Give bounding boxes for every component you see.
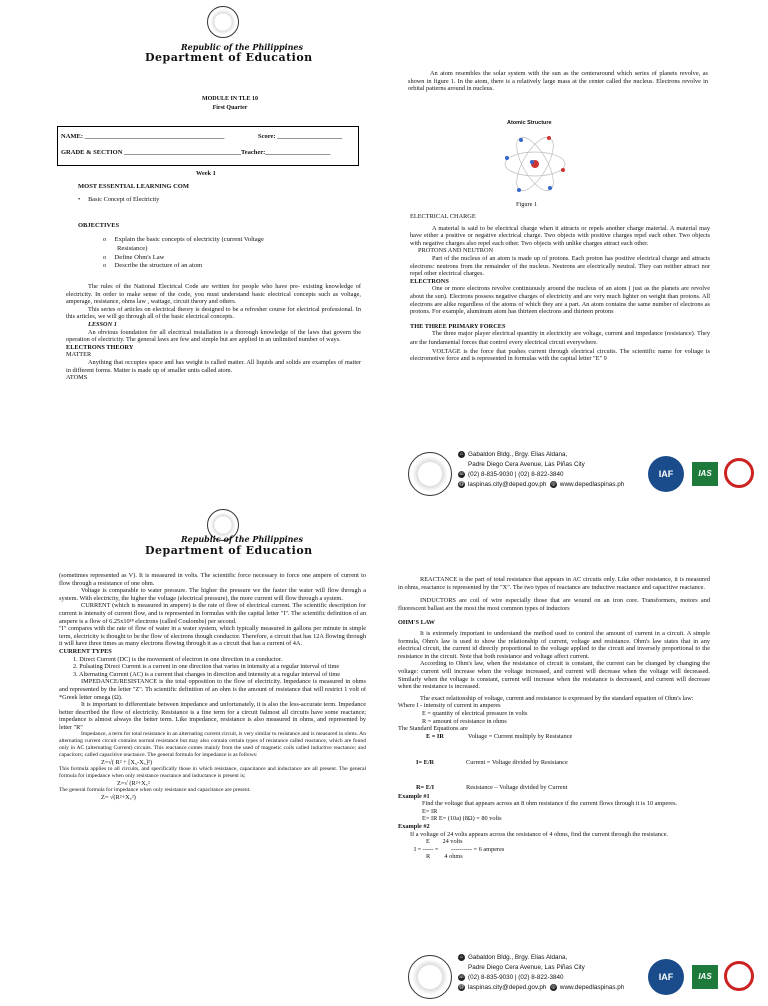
- footer-web-link[interactable]: www.depedlaspinas.ph: [559, 984, 625, 991]
- footer-address-1: [458, 953, 624, 963]
- location-icon: ⌂: [459, 450, 464, 457]
- voltage-cont-paragraph: (sometimes represented as V). It is measured in volts. The scientific force necessary to force one ampere of current to flow through a resistance of one ohm.: [59, 572, 366, 587]
- ias-logo-icon: IAS: [692, 965, 718, 989]
- example-1-step: E= IR: [422, 807, 438, 815]
- module-title: MODULE IN TLE 10: [201, 96, 259, 102]
- electrons-title: ELECTRONS: [410, 277, 449, 285]
- forces-title: THE THREE PRIMARY FORCES: [410, 322, 506, 330]
- current-type-item: 1. Direct Current (DC) is the movement of electron in one direction in a conductor.: [73, 655, 283, 663]
- e-definition: E = quantity of electrical pressure in volts: [422, 709, 528, 717]
- division-seal-icon: [408, 452, 452, 496]
- email-icon: @: [458, 480, 465, 487]
- voltage-paragraph: VOLTAGE is the force that pushes current through electrical circuits. The scientific name for voltage is electromotive force and is represented in formulas with the capital letter "E" 9: [410, 347, 710, 363]
- objective-item: o Describe the structure of an atom: [103, 262, 203, 270]
- iaf-logo-icon: IAF: [648, 456, 684, 492]
- atom-paragraph: An atom resembles the solar system with the sun as the centeraround which series of planets revolve, as shown in figure 1. In the atom, there is a relatively large mass at the center called the nucleus. Electrons revolve in orbital patterns around in nucleus.: [408, 70, 708, 93]
- figure-caption: Figure 1: [516, 201, 538, 208]
- intro-paragraph: This series of articles on electrical theory is designed to be a refresher course for electrical professional. In this articles, we will go through all of the basic electrical concepts.: [66, 305, 361, 321]
- current-types-title: CURRENT TYPES: [59, 647, 112, 655]
- footer-text: Gabaldon Bldg., Brgy. Elias Aldana,: [468, 451, 568, 458]
- name-field[interactable]: NAME: ___________________________________________: [61, 133, 225, 140]
- footer-text: (02) 8-835-9030 | (02) 8-822-3840: [468, 974, 564, 981]
- republic-header: Republic of the Philippines: [181, 534, 304, 544]
- globe-icon: ◎: [551, 480, 556, 487]
- matter-label: MATTER: [66, 351, 92, 359]
- equation-3: R= E/I: [416, 783, 435, 791]
- voltage-water-paragraph: Voltage is comparable to water pressure. The higher the pressure we the faster the water will flow through a system. With electricity, the higher the voltage (electrical pressure), the more current will flow through a system.: [59, 587, 366, 602]
- impedance-paragraph: IMPEDANCE/RESISTANCE is the total opposition to the flow of electricity. Impedance is measured in ohms and represented by the letter "Z". Th scientific definition of an ohm is the amount of resistance that will restrict 1 volt of *Greek letter omega (Ω).: [59, 678, 366, 701]
- inductors-paragraph: INDUCTORS are coil of wire especially those that are wound on an iron core. Transformers, motors and fluorescent ballast are the most the most common types of inductors: [398, 597, 710, 612]
- footer-address-1: [458, 450, 624, 460]
- intro-column: [66, 283, 361, 382]
- equation-2-desc: Current = Voltage divided by Resistance: [466, 758, 568, 766]
- electrons-paragraph: One or more electrons revolve continuously around the nucleus of an atom ( just as the planets are revolve about the sun). Electrons possess negative charges of electricity and are very much lighter on weight than protons. All electrons are alike regardless of the atoms of which they are a part. An atom contains the same number of electrons as protons. For example, aluminum atom has thirteen electrons and thirteen protons: [410, 285, 710, 316]
- charge-paragraph: A material is said to be electrical charge when it attracts or repels another charge material. A material may have either a positive or negative electrical charge. Two objects with positive charges repel each other. Two objects with negative charges also repel each other. Two objects with unlike charges attract each other.: [410, 224, 710, 247]
- objective-text: Describe the structure of an atom: [114, 262, 203, 270]
- current-types-list: [59, 656, 366, 679]
- module-page-2: [0, 503, 768, 1006]
- ohms-law-title: OHM'S LAW: [398, 619, 435, 627]
- current-type-item: 2. Pulsating Direct Current is a current in one direction that varies in intensity at a regular interval of time: [73, 663, 340, 671]
- example-2-line-2: I = ----- = ---------- = 6 amperes: [414, 845, 505, 853]
- certification-logo-icon: [724, 961, 754, 991]
- protons-paragraph: Part of the nucleus of an atom is made up of protons. Each proton has positive electrical charge and attracts electrons: neutrons from the remainder of the nucleus. Neutrons are electrically neutral. They can neither attract nor repel other electrical charges.: [410, 254, 710, 278]
- reactance-paragraph: REACTANCE is the part of total resistance that appears in AC circuits only. Like other resistance, it is measured in ohms, reactance is represented by the "X". The two types of reactance are inductive reactance and capacitive reactance.: [398, 576, 710, 591]
- equation-2: I= E/R: [416, 758, 435, 766]
- objective-item: o Define Ohm's Law: [103, 253, 165, 261]
- formula-paragraph: This formula applies to all circuits, and specifically those in which resistance, capacitance and inductance are all present. The general formula for impedance when only resistance reactance and inductance is present is;: [59, 766, 366, 780]
- department-header: Department of Education: [145, 544, 313, 557]
- impedance-ac-paragraph: Impedance, a term for total resistance in an alternating current circuit, is very similar to resistance and is measured in ohms. An alternating current circuit contains normal resistance but may also contain certain types of resistance called reactance, which are found only in AC (alternating Current) circuits. This reactance comes mainly from the used of magnetic coils called inductive reactance; and capacitors; called capacitive reactance. The general formula for impedance is as follows:: [59, 731, 366, 758]
- formula-1: Z=√( R² + [X꜀-X꜀]²): [101, 758, 153, 766]
- ohms-law-paragraph: According to Ohm's law, when the resistance of circuit is constant, the current can be changed by changing the voltage: current will increase when the voltage increased, and current will decrease when the voltage will decreased. Similarly when the voltage is constant, current will increase when the resistance is decreased, and current will decrease when the resistance is increased.: [398, 660, 710, 691]
- equation-3-desc: Resistance – Voltage divided by Current: [466, 783, 568, 791]
- example-1-title: Example #1: [398, 792, 430, 800]
- example-2-line-1: E 24 volts: [426, 838, 463, 846]
- atom-intro: [408, 70, 708, 93]
- example-2-title: Example #2: [398, 823, 430, 831]
- melc-title: MOST ESSENTIAL LEARNING COM: [78, 183, 189, 190]
- figure-title: Atomic Structure: [507, 120, 552, 126]
- standard-equations-title: The Standard Equations are: [398, 725, 468, 733]
- page2-right-column: [398, 576, 710, 861]
- current-paragraph: CURRENT (which is measured in ampere) is the rate of flow of electrical current. The scientific description for current is intensity of current flow, and is represented in formulas with the capital letter "I". The scientific definition of an ampere is a flow of 6.25x10¹⁸ electrons (called Coulombs) per second.: [59, 602, 366, 625]
- footer-contacts: [458, 983, 624, 993]
- current-type-item: 3. Alternating Current (AC) is a current that changes in direction and intensity at a regular interval of time: [73, 670, 341, 678]
- footer-phone: [458, 973, 624, 983]
- department-header: Department of Education: [145, 51, 313, 64]
- footer-phone: [458, 470, 624, 480]
- globe-icon: ◎: [551, 983, 556, 990]
- electrons-theory-title: ELECTRONS THEORY: [66, 343, 134, 351]
- objectives-title: OBJECTIVES: [78, 222, 120, 229]
- footer-text: Gabaldon Bldg., Brgy. Elias Aldana,: [468, 954, 568, 961]
- intro-paragraph: The rules of the National Electrical Code are written for people who have pre- existing knowledge of electricity. In order to make sense of the code, you must understand basic electrical concepts such as voltage, amperage, resistance, ohms law , wattage, circuit theory and others.: [66, 283, 361, 306]
- protons-title: PROTONS AND NEUTRON: [418, 247, 494, 255]
- r-definition: R = amount of resistance in ohms: [422, 717, 507, 725]
- formula-3: Z= √(R²+X꜀²): [101, 794, 136, 802]
- footer-email-link[interactable]: laspinas.city@deped.gov.ph: [468, 481, 547, 488]
- footer-text: (02) 8-835-9030 | (02) 8-822-3840: [468, 471, 564, 478]
- ohms-law-paragraph: It is extremely important to understand the method used to control the amount of current in a circuit. A simple formula, Ohm's law is used to show the relationship of current, voltage and resistance. Ohm's law states that in any electrical circuit, the current id directly proportional to the voltage applied to the circuit and inversely proportional to the resistance in the circuit. Note that both resistance and voltage affect current.: [398, 629, 710, 660]
- footer-web-link[interactable]: www.depedlaspinas.ph: [559, 481, 625, 488]
- footer: [408, 448, 758, 498]
- phone-icon: ☏: [458, 973, 465, 980]
- current-water-paragraph: "I" compares with the rate of flow of water in a water system, which typically measured in gallons per minute in simple term, electricity is thought to be the flow of electrons though conductor. Therefore, a circuit that has 12A flowing through it will have three times as many electrons flowing through it as a circuit that has a current of 4A.: [59, 625, 366, 648]
- example-2-line-3: R 4 ohms: [426, 853, 463, 861]
- matter-paragraph: Anything that occupies space and has weight is called matter. All liquids and solids are examples of matter in different forms. Matter is made up of smaller units called atom.: [66, 358, 361, 374]
- ias-logo-icon: IAS: [692, 462, 718, 486]
- objective-item: o Explain the basic concepts of electricity (current Voltage: [103, 236, 264, 243]
- footer-address-2: Padre Diego Cera Avenue, Las Piñas City: [468, 964, 585, 971]
- equation-1: E = IR: [426, 732, 444, 740]
- example-1-answer: E= IR E= (10a) (8Ω) = 80 volts: [422, 815, 502, 823]
- score-field[interactable]: Score: ____________________: [258, 133, 343, 140]
- republic-header: Republic of the Philippines: [181, 42, 304, 52]
- melc-item: • Basic Concept of Electricity: [78, 196, 160, 203]
- formula-capacitance-paragraph: The general formula for impedance when only resistance and capacitance are present.: [59, 787, 251, 794]
- where-line: Where I - intensity of current in amperes: [398, 702, 501, 710]
- forces-paragraph: The three major player electrical quantity in electricity are voltage, current and impedance (resistance). They are the fundamental forces that control every electrical circuit everywhere.: [410, 330, 710, 346]
- impedance-diff-paragraph: It is important to differentiate between impedance and unfortunately, it is also the less-accurate term. Impedance better described the flow of electricity. Resistance is a fine term for a circuit 0almost all circuits have some reactance; impedance is almost always the better term. Like impedance, resistance is also measured in ohms, and represented by letter "R": [59, 701, 366, 731]
- page2-left-column: [59, 572, 366, 802]
- atom-diagram: [495, 128, 580, 203]
- certification-logo-icon: [724, 458, 754, 488]
- footer: [408, 951, 758, 1001]
- charge-title: ELECTRICAL CHARGE: [410, 213, 476, 220]
- atomic-structure-figure: [495, 120, 580, 200]
- deped-seal-icon: [207, 6, 239, 38]
- lesson-label: LESSON 1: [88, 320, 117, 328]
- grade-teacher-field[interactable]: GRADE & SECTION ____________________________________Teacher:____________________: [61, 149, 331, 156]
- week-label: Week 1: [196, 170, 216, 177]
- equations-block: [398, 733, 710, 793]
- intro-paragraph: An obvious foundation for all electrical installation is a thorough knowledge of the laws that govern the operation of electricity. The general laws are few and simple but are applied in an unlimited number of ways.: [66, 328, 361, 344]
- example-2-text: If a voltage of 24 volts appears across the resistance of 4 ohms, find the current through the resistance.: [410, 830, 669, 838]
- objective-text: Define Ohm's Law: [114, 253, 165, 261]
- equation-1-desc: Voltage = Current multiply by Resistance: [468, 732, 573, 740]
- objective-item-cont: [103, 245, 333, 254]
- footer-address-2: Padre Diego Cera Avenue, Las Piñas City: [468, 461, 585, 468]
- objectives-list: [103, 236, 333, 271]
- phone-icon: ☏: [458, 470, 465, 477]
- email-icon: @: [458, 983, 465, 990]
- objective-text: Resistance): [117, 244, 148, 252]
- formula-2: Z=√ (R²+X꜀²: [117, 779, 150, 787]
- student-info-box: [57, 126, 359, 166]
- footer-contacts: [458, 480, 624, 490]
- example-1-text: Find the voltage that appears across an 8 ohm resistance if the current flows through it is 10 amperes.: [422, 800, 678, 808]
- division-seal-icon: [408, 955, 452, 999]
- ohms-law-equation-intro: The exact relationship of voltage, current and resistance is expressed by the standard equation of Ohm's law:: [420, 694, 694, 702]
- location-icon: ⌂: [459, 953, 464, 960]
- module-quarter: First Quarter: [212, 105, 248, 111]
- charge-section: [410, 213, 710, 363]
- iaf-logo-icon: IAF: [648, 959, 684, 995]
- melc-item-text: Basic Concept of Electricity: [88, 196, 160, 203]
- objective-text: Explain the basic concepts of electricity (current Voltage: [114, 236, 264, 243]
- footer-email-link[interactable]: laspinas.city@deped.gov.ph: [468, 984, 547, 991]
- atoms-label: ATOMS: [66, 374, 88, 382]
